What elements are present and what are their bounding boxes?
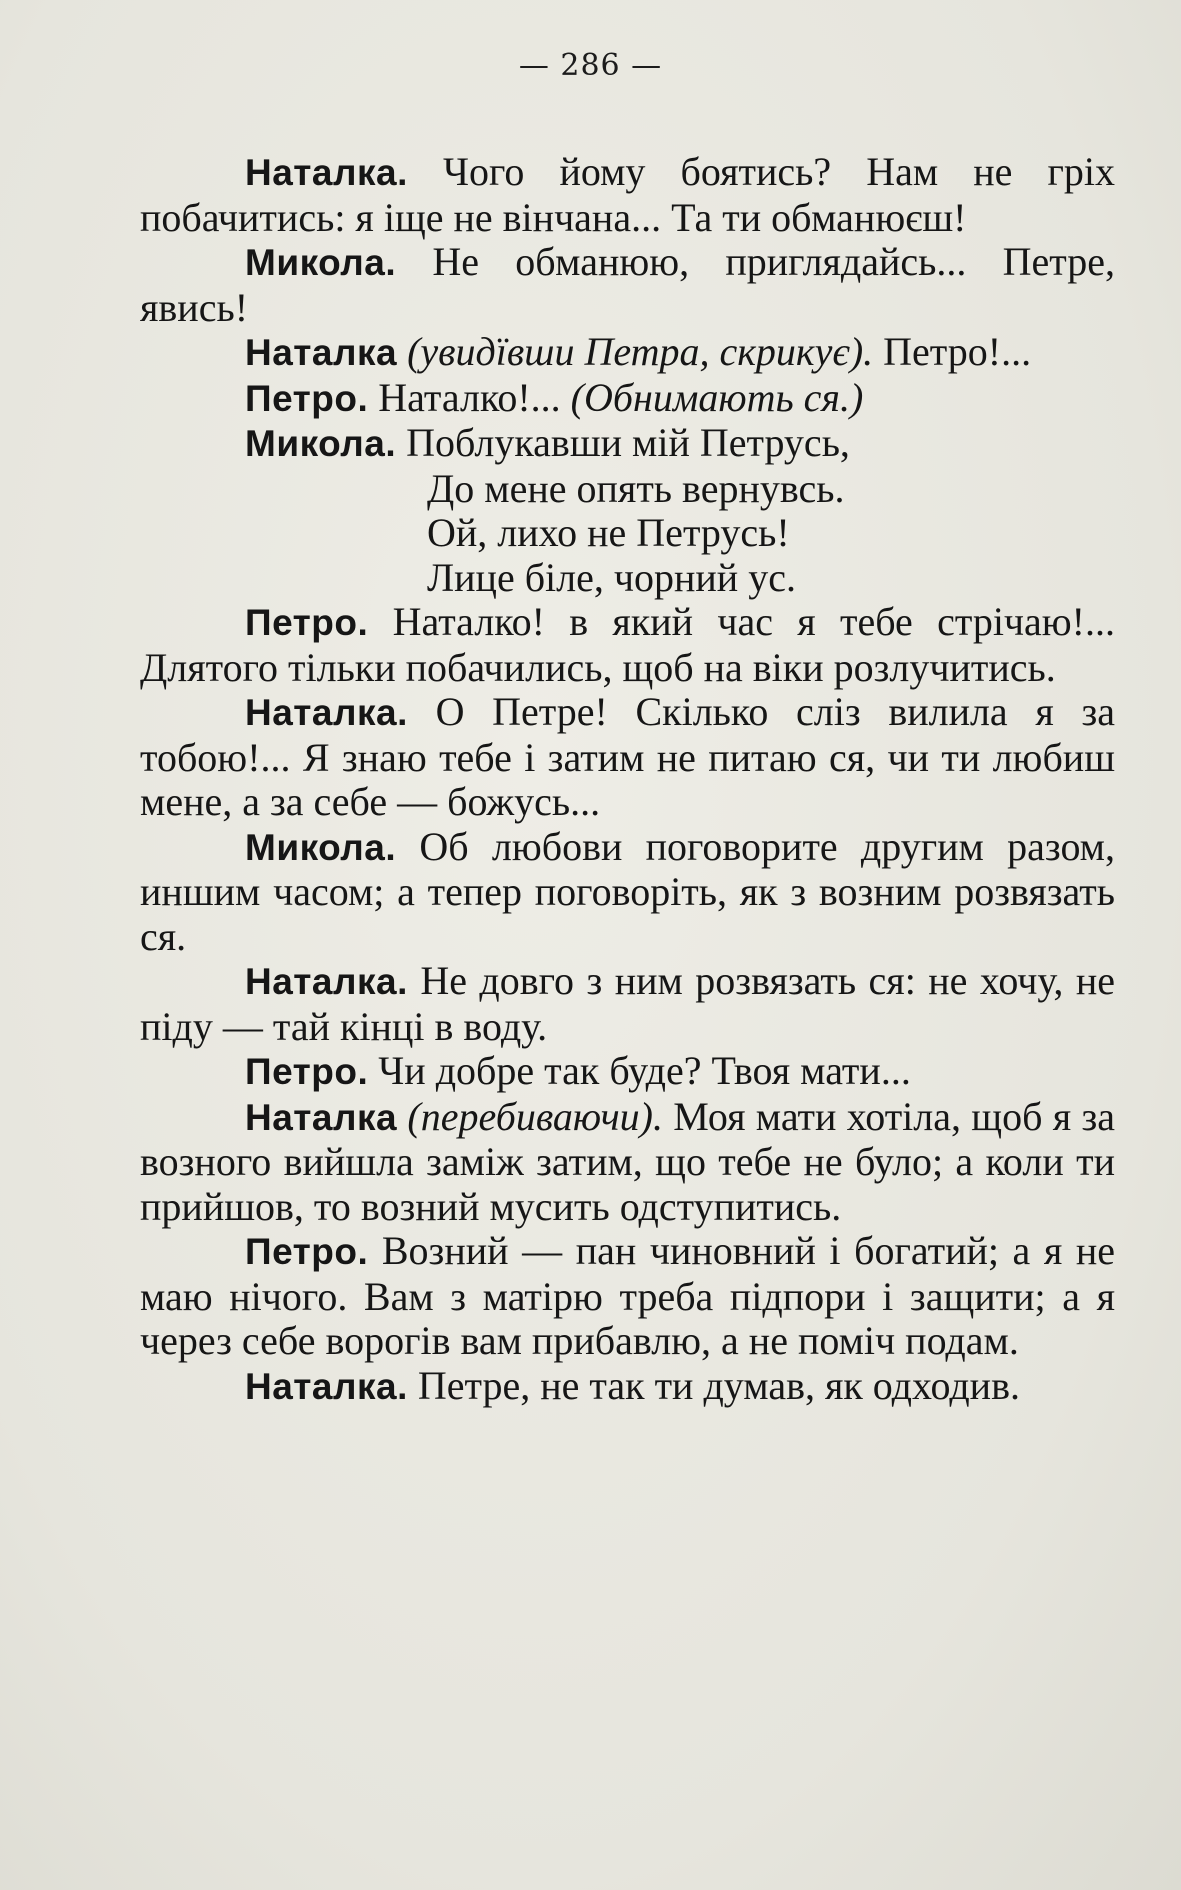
speech-text: Петре, не так ти думав, як одходив.: [407, 1362, 1020, 1408]
speaker-name: Петро.: [245, 602, 369, 643]
dialogue-line: [140, 959, 1115, 1049]
dialogue-line: [140, 330, 1115, 376]
dialogue-line: [140, 1049, 1115, 1095]
dialogue-line: [140, 600, 1115, 690]
dialogue-line: [140, 1229, 1115, 1364]
speech-text: Моя мати хотіла, щоб я за возного вийшла заміж затим, що тебе не було; а коли ти прийшов, то возний мусить одступитись.: [140, 1093, 1115, 1229]
verse-line: [140, 421, 1115, 467]
dialogue-line: [140, 1095, 1115, 1230]
verse-block: [140, 421, 1115, 600]
dialogue-line: [140, 690, 1115, 825]
verse-line: До мене опять вернувсь.: [427, 465, 845, 511]
speech-text: Не довго з ним розвязать ся: не хочу, не піду — тай кінці в воду.: [140, 958, 1115, 1049]
speech-text: О Петре! Скілько сліз вилила я за тобою!... Я знаю тебе і затим не питаю ся, чи ти любиш мене, а за себе — божусь...: [140, 689, 1115, 824]
speaker-name: Наталка: [245, 1096, 398, 1138]
speaker-name: Наталка.: [245, 961, 408, 1002]
verse-line: Ой, лихо не Петрусь!: [427, 510, 790, 555]
dialogue-line: [140, 240, 1115, 330]
speaker-name: Микола.: [245, 423, 397, 464]
dialogue-line: [140, 376, 1115, 422]
dialogue-line: [140, 150, 1115, 240]
speech-text: Петро!...: [873, 329, 1032, 374]
speech-text: Об любови поговорите другим разом, иншим часом; а тепер поговоріть, як з возним розвязать ся.: [140, 823, 1115, 959]
stage-direction: (увидївши Петра, скрикує).: [397, 329, 874, 374]
dialogue-line: [140, 1364, 1115, 1410]
speech-text: Чи добре так буде? Твоя мати...: [368, 1048, 911, 1093]
speaker-name: Наталка: [245, 332, 398, 373]
speaker-name: Петро.: [245, 1051, 369, 1092]
verse-line: Лице біле, чорний ус.: [427, 554, 796, 600]
page-text: [140, 150, 1115, 1409]
speaker-name: Петро.: [245, 377, 369, 419]
speaker-name: Микола.: [245, 826, 397, 868]
speaker-name: Наталка.: [245, 152, 408, 193]
speaker-name: Наталка.: [245, 692, 408, 733]
speaker-name: Наталка.: [245, 1365, 408, 1407]
speaker-name: Петро.: [245, 1231, 369, 1272]
speaker-name: Микола.: [245, 242, 397, 283]
speech-text: Чого йому боятись? Нам не гріх побачитись: я іще не вінчана... Та ти обманюєш!: [140, 149, 1115, 240]
speech-text: Наталко! в який час я тебе стрічаю!... Длятого тільки побачились, щоб на віки розлучитись.: [140, 599, 1115, 690]
dialogue-line: [140, 825, 1115, 960]
page-number: — 286 —: [518, 48, 663, 83]
stage-direction: (перебиваючи).: [397, 1093, 663, 1139]
speech-text: Наталко!...: [368, 374, 571, 420]
speech-text: Возний — пан чиновний і богатий; а я не маю нічого. Вам з матірю треба підпори і защити; а я через себе ворогів вам прибавлю, а не поміч подам.: [140, 1228, 1115, 1363]
verse-text: Поблукавши мій Петрусь,: [406, 420, 850, 465]
stage-direction: (Обнимають ся.): [570, 374, 864, 420]
speech-text: Не обманюю, приглядайсь... Петре, явись!: [140, 239, 1115, 330]
